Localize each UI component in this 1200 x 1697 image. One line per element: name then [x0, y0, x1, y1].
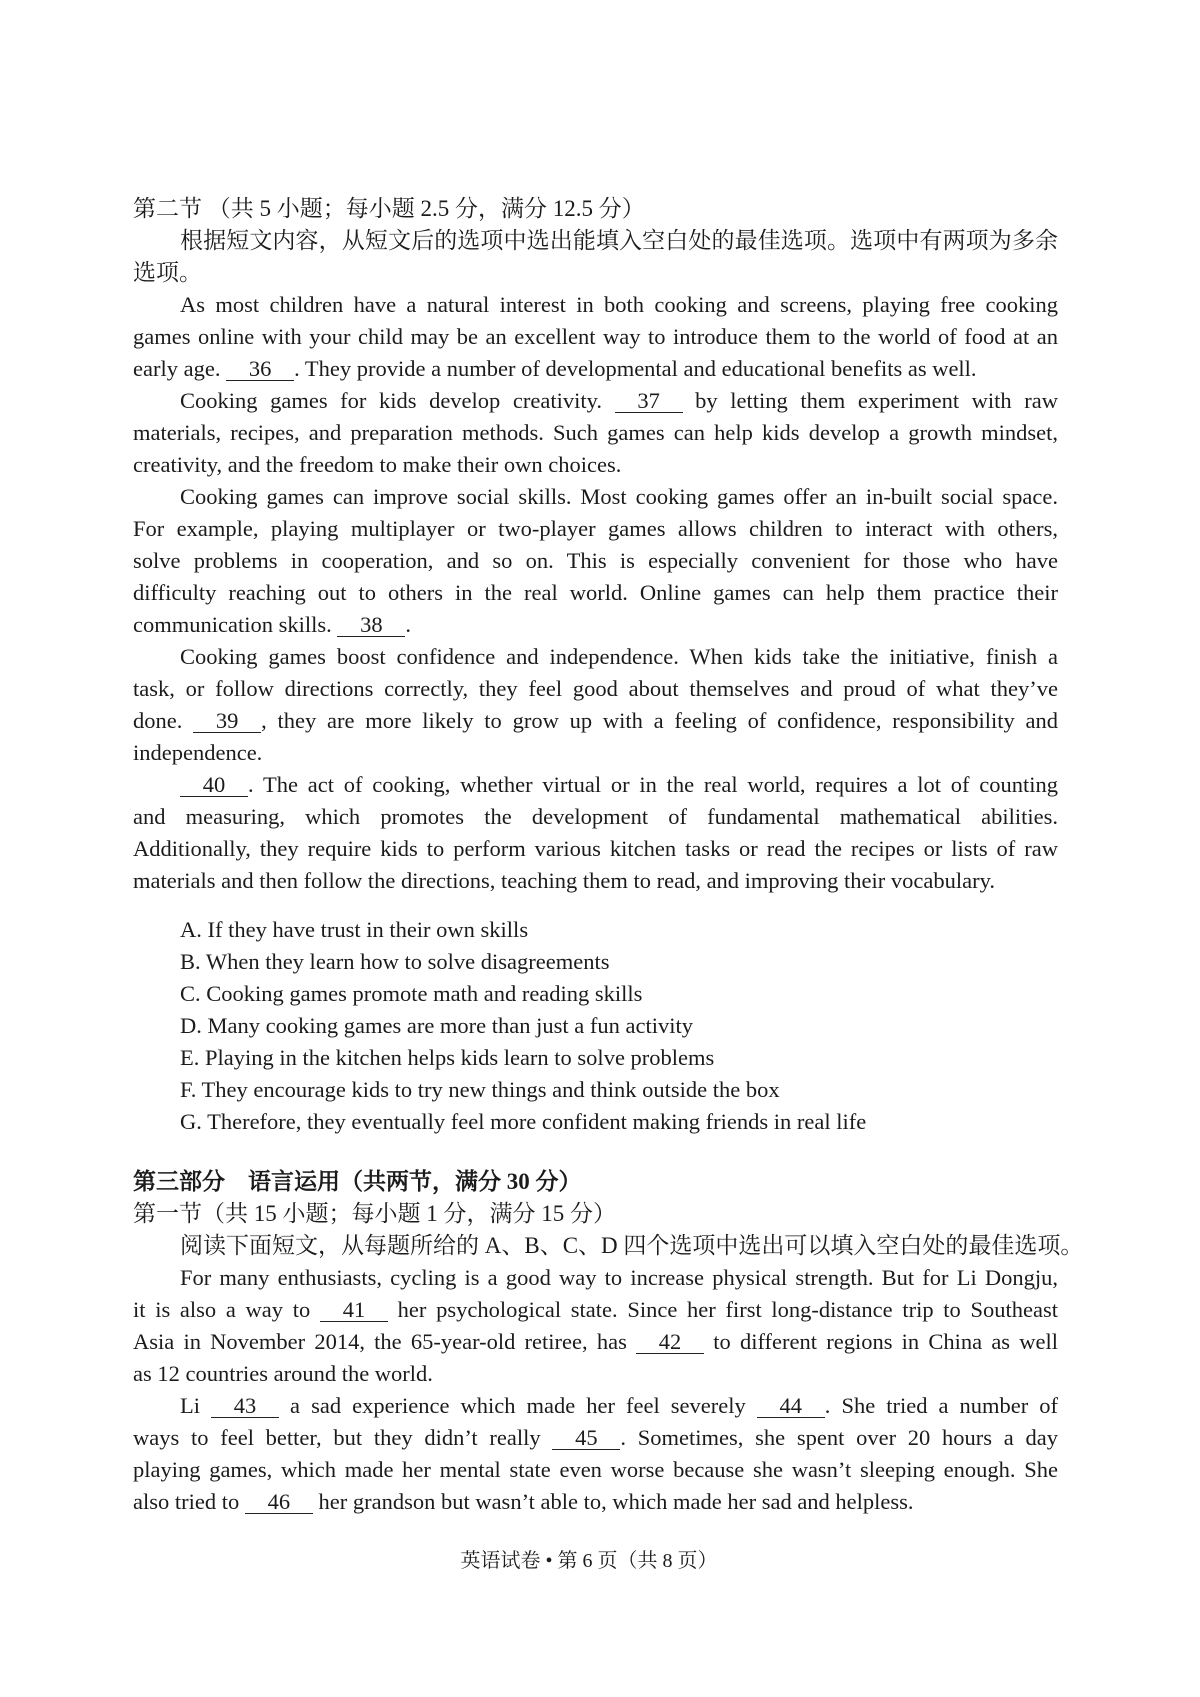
passage-line: [133, 481, 1058, 513]
passage-text: her psychological state. Since her first long-distance trip to Southeast: [387, 1297, 1058, 1322]
passage-text: as 12 countries around the world.: [133, 1361, 433, 1386]
passage-line: [133, 385, 1058, 417]
answer-blank-38: 38: [337, 614, 405, 637]
passage-text: Li: [180, 1393, 212, 1418]
passage-text: playing games, which made her mental state even worse because she wasn’t sleeping enough. She: [133, 1457, 1058, 1482]
passage-text: materials, recipes, and preparation methods. Such games can help kids develop a growth mindset,: [133, 420, 1058, 445]
instructions-line: 选项。: [133, 260, 202, 285]
instructions-line: 阅读下面短文，从每题所给的 A、B、C、D 四个选项中选出可以填入空白处的最佳选项。: [180, 1233, 1084, 1258]
passage-text: . She tried a number of: [824, 1393, 1058, 1418]
passage-line: [133, 1294, 1058, 1326]
passage-text: . They provide a number of developmental and educational benefits as well.: [294, 356, 977, 381]
passage-text: also tried to: [133, 1489, 245, 1514]
passage-text: Cooking games boost confidence and independence. When kids take the initiative, finish a: [180, 644, 1058, 669]
answer-blank-43: 43: [211, 1395, 279, 1418]
passage-line: [133, 737, 1058, 769]
passage-text: creativity, and the freedom to make their own choices.: [133, 452, 622, 477]
answer-blank-44: 44: [757, 1395, 825, 1418]
option-d: D. Many cooking games are more than just a fun activity: [180, 1013, 693, 1038]
passage-text: For many enthusiasts, cycling is a good way to increase physical strength. But for Li Dongju,: [180, 1265, 1058, 1290]
passage-text: her grandson but wasn’t able to, which made her sad and helpless.: [312, 1489, 914, 1514]
passage-text: ways to feel better, but they didn’t really: [133, 1425, 553, 1450]
page-footer: 英语试卷 • 第 6 页（共 8 页）: [460, 1550, 718, 1572]
passage-text: difficulty reaching out to others in the real world. Online games can help them practice their: [133, 580, 1058, 605]
passage-text: materials and then follow the directions, teaching them to read, and improving their vocabulary.: [133, 868, 996, 893]
passage-text: and measuring, which promotes the development of fundamental mathematical abilities.: [133, 804, 1058, 829]
passage-text: Cooking games can improve social skills. Most cooking games offer an in-built social space.: [180, 484, 1058, 509]
answer-blank-41: 41: [320, 1299, 388, 1322]
passage-line: [133, 1326, 1058, 1358]
options-list: [133, 914, 1058, 1138]
passage-line: [133, 353, 1058, 385]
passage-line: [133, 449, 1058, 481]
passage-line: [133, 1422, 1058, 1454]
option-c: C. Cooking games promote math and reading skills: [180, 981, 643, 1006]
passage-line: [133, 321, 1058, 353]
answer-blank-36: 36: [226, 358, 294, 381]
section-heading: 第一节（共 15 小题；每小题 1 分，满分 15 分）: [133, 1201, 616, 1226]
passage-line: [133, 769, 1058, 801]
answer-blank-46: 46: [245, 1491, 313, 1514]
section-heading: 第二节 （共 5 小题；每小题 2.5 分，满分 12.5 分）: [133, 196, 645, 221]
passage-line: [133, 641, 1058, 673]
passage-line: [133, 513, 1058, 545]
passage-text: to different regions in China as well: [704, 1329, 1059, 1354]
passage-line: [133, 673, 1058, 705]
passage-text: it is also a way to: [133, 1297, 320, 1322]
option-a: A. If they have trust in their own skills: [180, 917, 529, 942]
passage-text: by letting them experiment with raw: [682, 388, 1058, 413]
answer-blank-37: 37: [615, 390, 683, 413]
passage-text: Asia in November 2014, the 65-year-old retiree, has: [133, 1329, 637, 1354]
passage-text: As most children have a natural interest in both cooking and screens, playing free cooking: [180, 292, 1058, 317]
option-f: F. They encourage kids to try new things and think outside the box: [180, 1077, 780, 1102]
answer-blank-40: 40: [180, 774, 248, 797]
answer-blank-45: 45: [552, 1427, 620, 1450]
passage-text: solve problems in cooperation, and so on. This is especially convenient for those who have: [133, 548, 1058, 573]
passage-text: . The act of cooking, whether virtual or in the real world, requires a lot of counting: [248, 772, 1058, 797]
part-3: [133, 1166, 1084, 1518]
passage-line: [133, 289, 1058, 321]
passage-text: communication skills.: [133, 612, 338, 637]
passage-text: games online with your child may be an excellent way to introduce them to the world of food at an: [133, 324, 1058, 349]
passage-line: [133, 545, 1058, 577]
passage-line: [133, 801, 1058, 833]
passage-line: [133, 1454, 1058, 1486]
passage-text: a sad experience which made her feel severely: [279, 1393, 757, 1418]
passage: [133, 289, 1058, 897]
option-g: G. Therefore, they eventually feel more confident making friends in real life: [180, 1109, 867, 1134]
passage: [133, 1262, 1058, 1518]
passage-text: . Sometimes, she spent over 20 hours a day: [620, 1425, 1059, 1450]
passage-line: [133, 833, 1058, 865]
passage-text: Cooking games for kids develop creativity.: [180, 388, 615, 413]
passage-text: , they are more likely to grow up with a feeling of confidence, responsibility and: [261, 708, 1058, 733]
option-b: B. When they learn how to solve disagreements: [180, 949, 610, 974]
passage-text: For example, playing multiplayer or two-player games allows children to interact with others,: [133, 516, 1058, 541]
answer-blank-42: 42: [636, 1331, 704, 1354]
passage-line: [133, 1358, 1058, 1390]
option-e: E. Playing in the kitchen helps kids learn to solve problems: [180, 1045, 715, 1070]
passage-line: [133, 865, 1058, 897]
answer-blank-39: 39: [193, 710, 261, 733]
passage-text: independence.: [133, 740, 263, 765]
passage-text: task, or follow directions correctly, they feel good about themselves and proud of what they’ve: [133, 676, 1058, 701]
passage-line: [133, 609, 1058, 641]
passage-text: Additionally, they require kids to perform various kitchen tasks or read the recipes or lists of raw: [133, 836, 1058, 861]
passage-text: done.: [133, 708, 194, 733]
passage-text: early age.: [133, 356, 227, 381]
passage-line: [133, 1486, 1058, 1518]
instructions-line: 根据短文内容，从短文后的选项中选出能填入空白处的最佳选项。选项中有两项为多余: [180, 228, 1058, 253]
passage-text: .: [405, 612, 411, 637]
passage-line: [133, 1262, 1058, 1294]
passage-line: [133, 705, 1058, 737]
passage-line: [133, 1390, 1058, 1422]
passage-line: [133, 417, 1058, 449]
passage-line: [133, 577, 1058, 609]
part-heading: 第三部分 语言运用（共两节，满分 30 分）: [133, 1169, 582, 1194]
section-2: [133, 193, 1058, 897]
